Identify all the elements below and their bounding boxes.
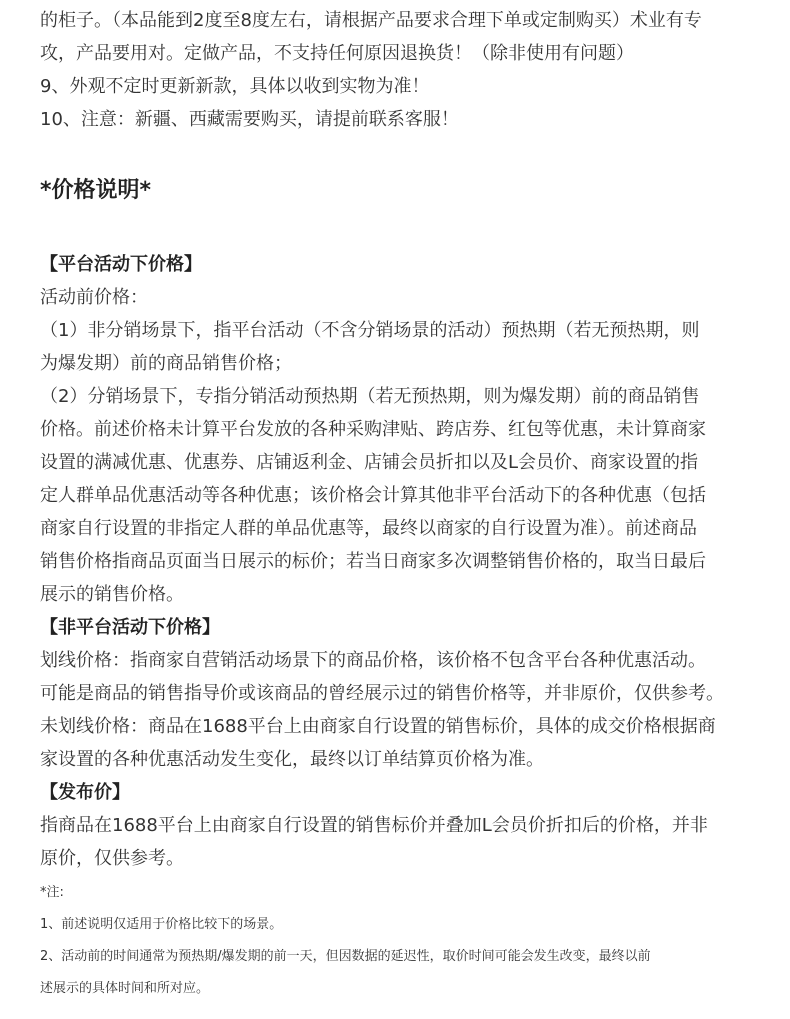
intro-line: 10、注意：新疆、西藏需要购买，请提前联系客服！ — [40, 109, 459, 130]
paragraph-line: 指商品在1688平台上由商家自行设置的销售标价并叠加L会员价折扣后的价格，并非 — [40, 815, 708, 836]
paragraph-line: 原价，仅供参考。 — [40, 848, 184, 869]
paragraph-line: 未划线价格：商品在1688平台上由商家自行设置的销售标价，具体的成交价格根据商 — [40, 716, 716, 737]
non-platform-activity-section — [40, 611, 750, 776]
paragraph-line: 定人群单品优惠活动等各种优惠；该价格会计算其他非平台活动下的各种优惠（包括 — [40, 485, 706, 506]
paragraph-line: 商家自行设置的非指定人群的单品优惠等，最终以商家的自行设置为准）。前述商品 — [40, 518, 697, 539]
paragraph-line: 销售价格指商品页面当日展示的标价；若当日商家多次调整销售价格的，取当日最后 — [40, 551, 706, 572]
note-line: 1、前述说明仅适用于价格比较下的场景。 — [40, 917, 283, 932]
intro-line: 的柜子。（本品能到2度至8度左右，请根据产品要求合理下单或定制购买）术业有专 — [40, 10, 702, 31]
paragraph-line: 价格。前述价格未计算平台发放的各种采购津贴、跨店券、红包等优惠，未计算商家 — [40, 419, 706, 440]
release-price-heading: 【发布价】 — [40, 782, 130, 803]
platform-activity-heading: 【平台活动下价格】 — [40, 254, 202, 275]
note-line: 2、活动前的时间通常为预热期/爆发期的前一天，但因数据的延迟性，取价时间可能会发生改变，最终以前 — [40, 949, 651, 964]
paragraph-line: （2）分销场景下，专指分销活动预热期（若无预热期，则为爆发期）前的商品销售 — [40, 386, 700, 407]
paragraph-line: 设置的满减优惠、优惠券、店铺返利金、店铺会员折扣以及L会员价、商家设置的指 — [40, 452, 699, 473]
release-price-section — [40, 776, 750, 875]
note-line: 述展示的具体时间和所对应。 — [40, 981, 210, 996]
platform-activity-section — [40, 248, 750, 611]
paragraph-line: （1）非分销场景下，指平台活动（不含分销场景的活动）预热期（若无预热期，则 — [40, 320, 700, 341]
intro-text-block — [40, 0, 750, 136]
intro-line: 攻，产品要用对。定做产品，不支持任何原因退换货！（除非使用有问题） — [40, 43, 634, 64]
notes-label: *注: — [40, 885, 64, 900]
paragraph-line: 活动前价格： — [40, 287, 148, 308]
paragraph-line: 家设置的各种优惠活动发生变化，最终以订单结算页价格为准。 — [40, 749, 544, 770]
paragraph-line: 展示的销售价格。 — [40, 584, 184, 605]
paragraph-line: 划线价格：指商家自营销活动场景下的商品价格，该价格不包含平台各种优惠活动。 — [40, 650, 706, 671]
paragraph-line: 为爆发期）前的商品销售价格； — [40, 353, 292, 374]
non-platform-activity-heading: 【非平台活动下价格】 — [40, 617, 220, 638]
price-title: *价格说明* — [40, 178, 152, 203]
notes-section — [40, 877, 750, 1005]
paragraph-line: 可能是商品的销售指导价或该商品的曾经展示过的销售价格等，并非原价，仅供参考。 — [40, 683, 724, 704]
intro-line: 9、外观不定时更新新款，具体以收到实物为准！ — [40, 76, 430, 97]
